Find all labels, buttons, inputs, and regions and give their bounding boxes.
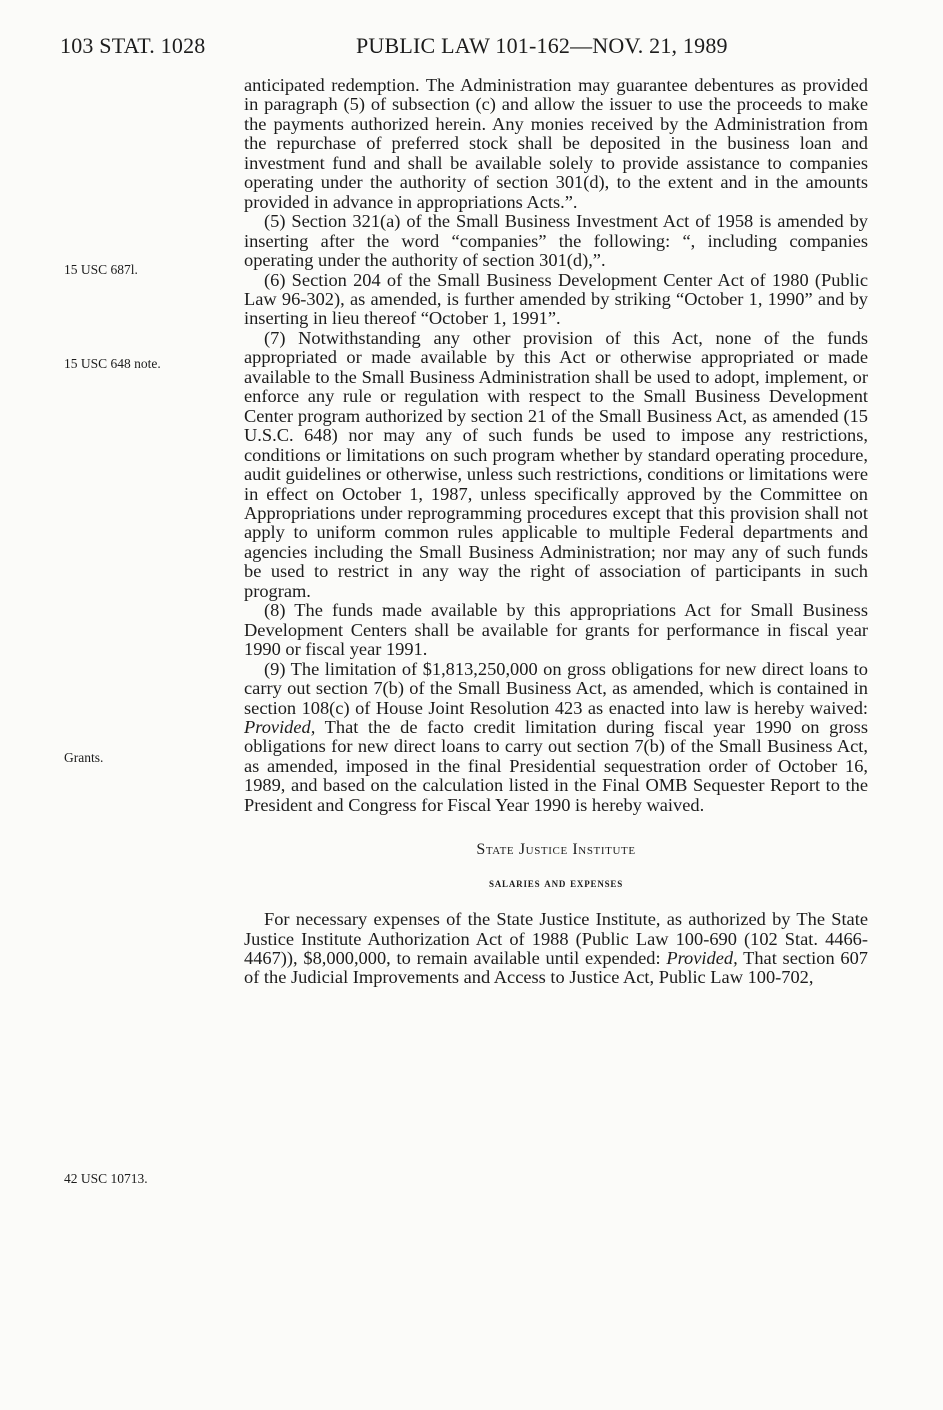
- sji-text-b: That section 607 of the Judicial Improvements and Access to Justice Act, Public Law 100-702,: [244, 948, 868, 988]
- sji-text-a: For necessary expenses of the State Justice Institute, as authorized by The State Justice Institute Authorization Act of 1988 (Public Law 100-690 (102 Stat. 4466-4467)), $8,000,000, to remain available until expended:: [244, 909, 868, 969]
- paragraph-9-text-a: (9) The limitation of $1,813,250,000 on gross obligations for new direct loans to carry out section 7(b) of the Small Business Act, as amended, which is contained in section 108(c) of House Joint Resolution 423 as enacted into law is hereby waived:: [244, 658, 868, 718]
- public-law-title: PUBLIC LAW 101-162—NOV. 21, 1989: [356, 33, 728, 58]
- section-subheading: salaries and expenses: [488, 875, 624, 890]
- page-body: [244, 76, 868, 988]
- paragraph-5: (5) Section 321(a) of the Small Business Investment Act of 1958 is amended by inserting after the word “companies” the following: “, including companies operating under the authority of section 301(d),”.: [244, 211, 868, 271]
- page-header: [60, 33, 820, 65]
- paragraph-6: (6) Section 204 of the Small Business Development Center Act of 1980 (Public Law 96-302), as amended, is further amended by striking “October 1, 1990” and by inserting in lieu thereof “October 1, 1991”.: [244, 269, 868, 329]
- margin-note-usc-687l: 15 USC 687l.: [64, 262, 138, 277]
- paragraph-state-justice-institute: [244, 910, 868, 988]
- margin-note-usc-648: 15 USC 648 note.: [64, 356, 161, 371]
- section-heading: State Justice Institute: [476, 841, 636, 859]
- sji-provided: Provided,: [666, 948, 738, 969]
- stat-page-number: 103 STAT. 1028: [60, 33, 206, 58]
- paragraph-8: (8) The funds made available by this appropriations Act for Small Business Development Centers shall be available for grants for performance in fiscal year 1990 or fiscal year 1991.: [244, 600, 868, 660]
- paragraph-9-text-b: That the de facto credit limitation during fiscal year 1990 on gross obligations for new direct loans to carry out section 7(b) of the Small Business Act, as amended, imposed in the final Presidential sequestration order of October 16, 1989, and based on the calculation listed in the Final OMB Sequester Report to the President and Congress for Fiscal Year 1990 is hereby waived.: [244, 716, 868, 815]
- margin-note-grants: Grants.: [64, 750, 104, 765]
- paragraph-7: (7) Notwithstanding any other provision of this Act, none of the funds appropriated or made available by this Act or otherwise appropriated or made available to the Small Business Administration shall be used to adopt, implement, or enforce any rule or regulation with respect to the Small Business Development Center program authorized by section 21 of the Small Business Act, as amended (15 U.S.C. 648) nor may any of such funds be used to impose any restrictions, conditions or limitations on such program whether by standard operating procedure, audit guidelines or otherwise, unless such restrictions, conditions or limitations were in effect on October 1, 1987, unless specifically approved by the Committee on Appropriations under reprogramming procedures except that this provision shall not apply to uniform common rules applicable to multiple Federal departments and agencies including the Small Business Administration; nor may any of such funds be used to restrict in any way the right of association of participants in such program.: [244, 327, 868, 601]
- paragraph-9-provided: Provided,: [244, 716, 316, 737]
- paragraph-9: [244, 660, 868, 816]
- paragraph-continuation: anticipated redemption. The Administration may guarantee debentures as provided in paragraph (5) of subsection (c) and allow the issuer to use the proceeds to make the payments authorized herein. Any monies received by the Administration from the repurchase of preferred stock shall be deposited in the business loan and investment fund and shall be available solely to provide assistance to companies operating under the authority of section 301(d), to the extent and in the amounts provided in advance in appropriations Acts.”.: [244, 75, 868, 212]
- margin-note-usc-10713: 42 USC 10713.: [64, 1171, 148, 1186]
